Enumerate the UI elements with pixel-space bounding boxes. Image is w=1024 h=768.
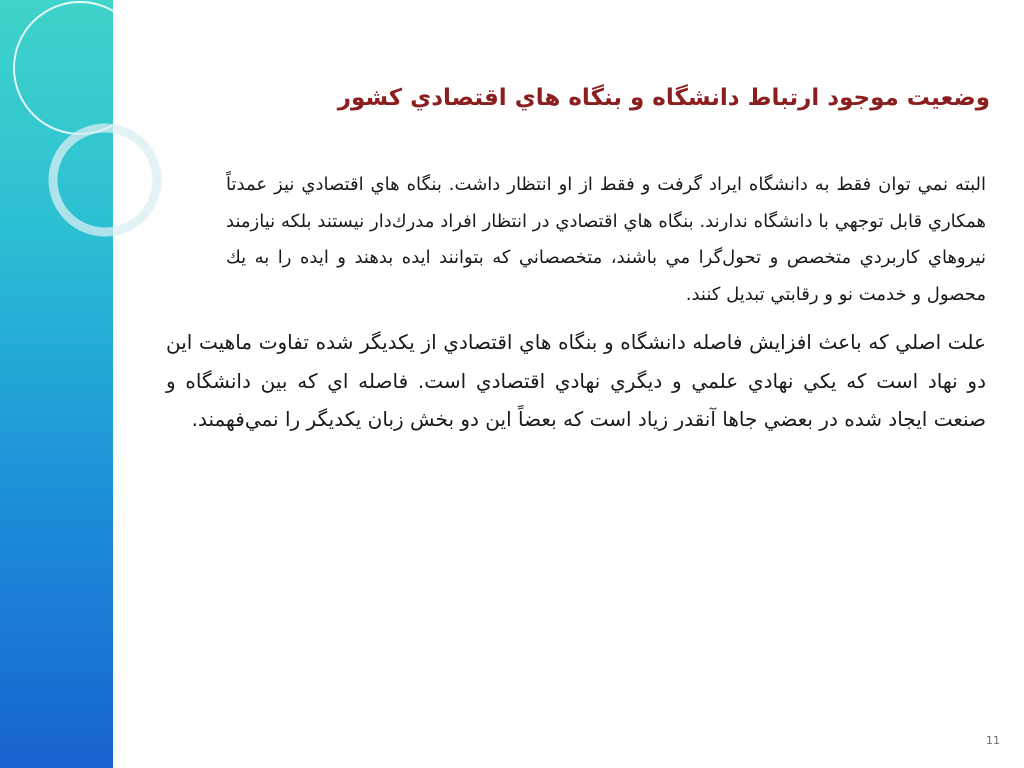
large-ring [14,2,146,134]
slide-body [166,167,986,439]
page-number: 11 [986,734,1000,747]
paragraph-1: البته نمي توان فقط به دانشگاه ايراد گرفت و فقط از او انتظار داشت. بنگاه هاي اقتصادي نيز عمدتاً همكاري قابل توجهي با دانشگاه ندارند. بنگاه هاي اقتصادي در انتظار افراد مدرك‌دار نيستند بلكه نيازمند نيروهاي كاربردي متخصص و تحول‌گرا مي باشند، متخصصاني كه بتوانند ايده بدهند و ايده را به يك محصول و خدمت نو و رقابتي تبديل كنند. [226,174,986,305]
slide-title: وضعيت موجود ارتباط دانشگاه و بنگاه هاي اقتصادي كشور [337,85,990,111]
small-ring [53,128,157,232]
paragraph-2: علت اصلي كه باعث افزايش فاصله دانشگاه و بنگاه هاي اقتصادي از يكديگر شده تفاوت ماهيت اين دو نهاد است كه يكي نهادي علمي و ديگري نهادي اقتصادي است. فاصله اي كه بين دانشگاه و صنعت ايجاد شده در بعضي جاها آنقدر زياد است كه بعضاً اين دو بخش زبان يكديگر را نمي‌فهمند. [166,330,986,431]
